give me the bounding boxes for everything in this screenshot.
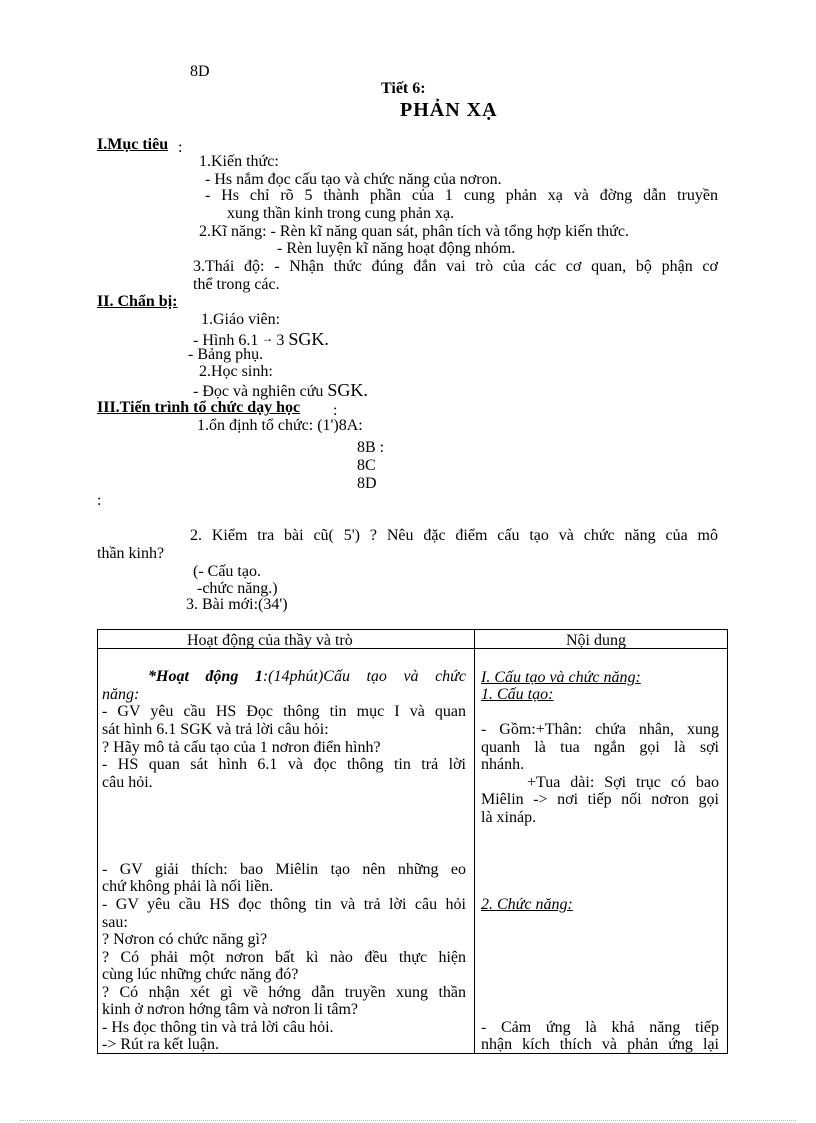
student-label: 2.Học sinh: xyxy=(199,363,273,380)
col2-header-text: Nội dung xyxy=(566,632,626,649)
review-question-cont: thần kinh? xyxy=(97,545,165,562)
right-line-1: - Gồm:+Thân: chứa nhân, xung xyxy=(481,721,719,738)
right-heading-3: 2. Chức năng: xyxy=(481,896,573,913)
attitude-line-2: thể trong các. xyxy=(193,276,280,293)
lesson-number: Tiết 6: xyxy=(381,80,426,97)
activity-1-title: *Hoạt động 1:(14phút)Cấu tạo và chức xyxy=(148,668,466,685)
class-8c: 8C xyxy=(357,457,376,474)
section-1-heading: I.Mục tiêu xyxy=(97,136,169,153)
review-question: 2. Kiểm tra bài cũ( 5') ? Nêu đặc điểm cấu tạo và chức năng của mô xyxy=(190,527,718,544)
left-line-5: câu hỏi. xyxy=(102,774,153,791)
section-1-colon: : xyxy=(178,139,183,156)
left-line-1: - GV yêu cầu HS Đọc thông tin mục I và quan xyxy=(102,703,466,720)
left-line-7: chứ không phải là nối liền. xyxy=(102,878,274,895)
left-line-6: - GV giải thích: bao Miêlin tạo nên những eo xyxy=(102,861,466,878)
attitude-line-1: 3.Thái độ: - Nhận thức đúng đắn vai trò của các cơ quan, bộ phận cơ xyxy=(193,258,718,275)
section-3-colon: : xyxy=(333,402,338,419)
page-bottom-rule xyxy=(20,1120,796,1121)
right-heading-1: I. Cấu tạo và chức năng: xyxy=(481,669,641,686)
left-line-10: ? Nơron có chức năng gì? xyxy=(102,931,268,948)
right-line-6: là xináp. xyxy=(481,809,537,826)
right-line-4: +Tua dài: Sợi trục có bao xyxy=(527,774,719,791)
lesson-title: PHẢN XẠ xyxy=(400,99,498,121)
skill-line-1: 2.Kĩ năng: - Rèn kĩ năng quan sát, phân tích và tổng hợp kiến thức. xyxy=(199,223,629,240)
teacher-label: 1.Giáo viên: xyxy=(201,311,281,328)
right-heading-2: 1. Cấu tạo: xyxy=(481,686,554,703)
knowledge-item-2: - Hs chỉ rõ 5 thành phần của 1 cung phản xạ và đờng dẫn truyền xyxy=(205,187,718,204)
left-line-9: sau: xyxy=(102,914,128,931)
section-2-heading: II. Chẩn bị: xyxy=(97,293,178,310)
left-line-13: ? Có nhận xét gì về hớng dẫn truyền xung thần xyxy=(102,984,466,1001)
left-line-3: ? Hãy mô tả cấu tạo của 1 nơron điển hình? xyxy=(102,739,381,756)
left-line-2: sát hình 6.1 SGK và trả lời câu hỏi: xyxy=(102,721,329,738)
skill-line-2: - Rèn luyện kĩ năng hoạt động nhóm. xyxy=(277,240,516,257)
col1-header-text: Hoạt động của thầy và trò xyxy=(187,632,353,649)
teacher-item-1: - Hình 6.1 → 3 SGK. xyxy=(193,329,329,349)
class-label: 8D xyxy=(190,63,210,80)
right-line-2: quanh là tua ngắn gọi là sợi xyxy=(481,739,719,756)
left-line-12: cùng lúc những chức năng đó? xyxy=(102,966,299,983)
left-line-8: - GV yêu cầu HS đọc thông tin và trả lời câu hỏi xyxy=(102,896,466,913)
class-8b: 8B : xyxy=(357,439,385,456)
review-answer-1: (- Cấu tạo. xyxy=(193,563,261,580)
knowledge-item-2-cont: xung thần kinh trong cung phản xạ. xyxy=(227,205,455,222)
right-line-8: nhận kích thích và phản ứng lại xyxy=(481,1036,719,1053)
table-body-col2 xyxy=(474,648,728,1054)
knowledge-label: 1.Kiến thức: xyxy=(199,153,279,170)
arrow-icon: → xyxy=(261,331,274,345)
section-3-heading: III.Tiến trình tổ chức dạy học xyxy=(97,399,301,416)
knowledge-item-1: - Hs nắm đọc cấu tạo và chức năng của nơron. xyxy=(205,171,502,188)
right-line-5: Miêlin -> nơi tiếp nối nơron gọi xyxy=(481,791,719,808)
student-item-1: - Đọc và nghiên cứu SGK. xyxy=(193,380,368,400)
right-line-3: nhánh. xyxy=(481,756,525,773)
teacher-item-2: - Bảng phụ. xyxy=(188,346,264,363)
left-line-14: kinh ở nơron hớng tâm và nơron li tâm? xyxy=(102,1001,359,1018)
right-line-7: - Cảm ứng là khả năng tiếp xyxy=(481,1019,719,1036)
left-line-4: - HS quan sát hình 6.1 và đọc thông tin trả lời xyxy=(102,756,466,773)
activity-1-title-cont: năng: xyxy=(102,686,140,703)
new-lesson-line: 3. Bài mới:(34') xyxy=(186,596,288,613)
organization-line: 1.ổn định tổ chức: (1')8A: xyxy=(197,417,363,434)
left-line-11: ? Có phải một nơron bất kì nào đều thực hiện xyxy=(102,949,466,966)
stray-colon: : xyxy=(97,492,102,509)
left-line-15: - Hs đọc thông tin và trả lời câu hỏi. xyxy=(102,1019,334,1036)
class-8d: 8D xyxy=(357,475,377,492)
left-line-16: -> Rút ra kết luận. xyxy=(102,1036,219,1053)
review-answer-2: -chức năng.) xyxy=(197,580,278,597)
